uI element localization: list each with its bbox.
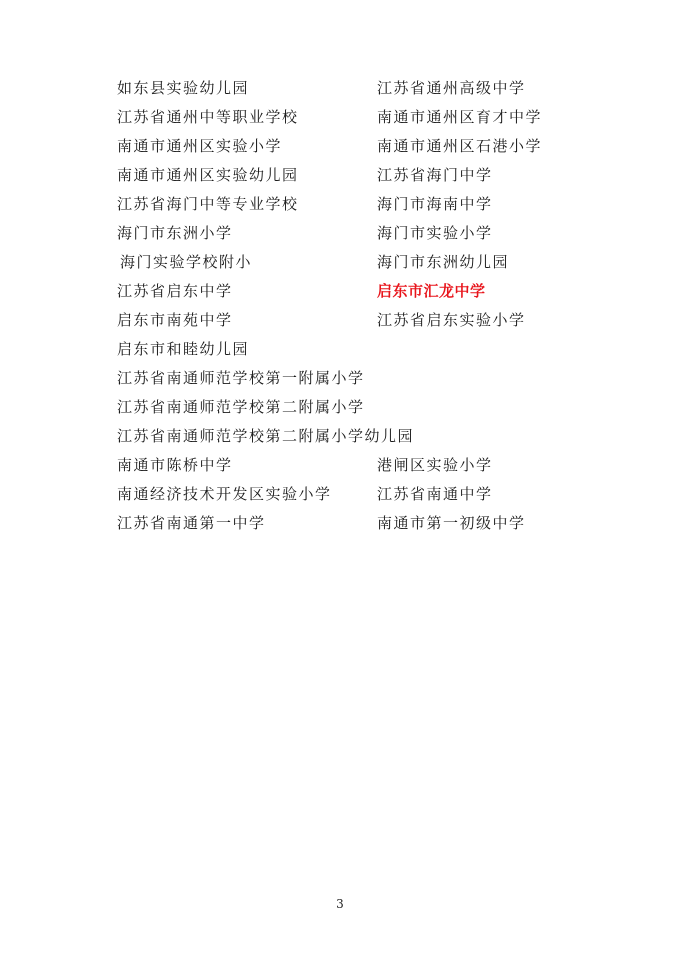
school-name: 江苏省启东实验小学 bbox=[377, 311, 526, 329]
highlighted-school-name: 启东市汇龙中学 bbox=[377, 282, 486, 300]
school-name: 南通市通州区石港小学 bbox=[377, 137, 543, 155]
school-name: 启东市和睦幼儿园 bbox=[117, 340, 250, 358]
school-name: 南通市第一初级中学 bbox=[377, 514, 526, 532]
school-name: 海门实验学校附小 bbox=[120, 253, 253, 271]
school-name: 江苏省南通第一中学 bbox=[117, 514, 266, 532]
school-name: 南通市通州区育才中学 bbox=[377, 108, 543, 126]
list-row bbox=[117, 164, 597, 193]
list-row bbox=[117, 512, 597, 541]
list-row bbox=[117, 425, 597, 454]
list-row bbox=[117, 193, 597, 222]
school-name: 江苏省海门中等专业学校 bbox=[117, 195, 299, 213]
school-name: 江苏省通州中等职业学校 bbox=[117, 108, 299, 126]
list-row bbox=[117, 280, 597, 309]
list-row bbox=[117, 251, 597, 280]
school-name: 海门市东洲幼儿园 bbox=[377, 253, 510, 271]
school-name: 南通市陈桥中学 bbox=[117, 456, 233, 474]
list-row bbox=[117, 338, 597, 367]
page-number: 3 bbox=[336, 897, 344, 911]
list-row bbox=[117, 483, 597, 512]
school-name: 南通市通州区实验幼儿园 bbox=[117, 166, 299, 184]
list-row bbox=[117, 106, 597, 135]
school-name: 江苏省南通中学 bbox=[377, 485, 493, 503]
list-row bbox=[117, 222, 597, 251]
school-name: 江苏省南通师范学校第二附属小学幼儿园 bbox=[117, 427, 415, 445]
school-name: 港闸区实验小学 bbox=[377, 456, 493, 474]
school-name: 江苏省海门中学 bbox=[377, 166, 493, 184]
school-list bbox=[117, 77, 597, 541]
school-name: 江苏省启东中学 bbox=[117, 282, 233, 300]
list-row bbox=[117, 396, 597, 425]
school-name: 海门市东洲小学 bbox=[117, 224, 233, 242]
school-name: 江苏省通州高级中学 bbox=[377, 79, 526, 97]
list-row bbox=[117, 135, 597, 164]
school-name: 启东市南苑中学 bbox=[117, 311, 233, 329]
school-name: 海门市实验小学 bbox=[377, 224, 493, 242]
list-row bbox=[117, 367, 597, 396]
list-row bbox=[117, 77, 597, 106]
list-row bbox=[117, 309, 597, 338]
school-name: 江苏省南通师范学校第一附属小学 bbox=[117, 369, 365, 387]
school-name: 如东县实验幼儿园 bbox=[117, 79, 250, 97]
school-name: 江苏省南通师范学校第二附属小学 bbox=[117, 398, 365, 416]
list-row bbox=[117, 454, 597, 483]
school-name: 南通市通州区实验小学 bbox=[117, 137, 283, 155]
school-name: 海门市海南中学 bbox=[377, 195, 493, 213]
school-name: 南通经济技术开发区实验小学 bbox=[117, 485, 332, 503]
